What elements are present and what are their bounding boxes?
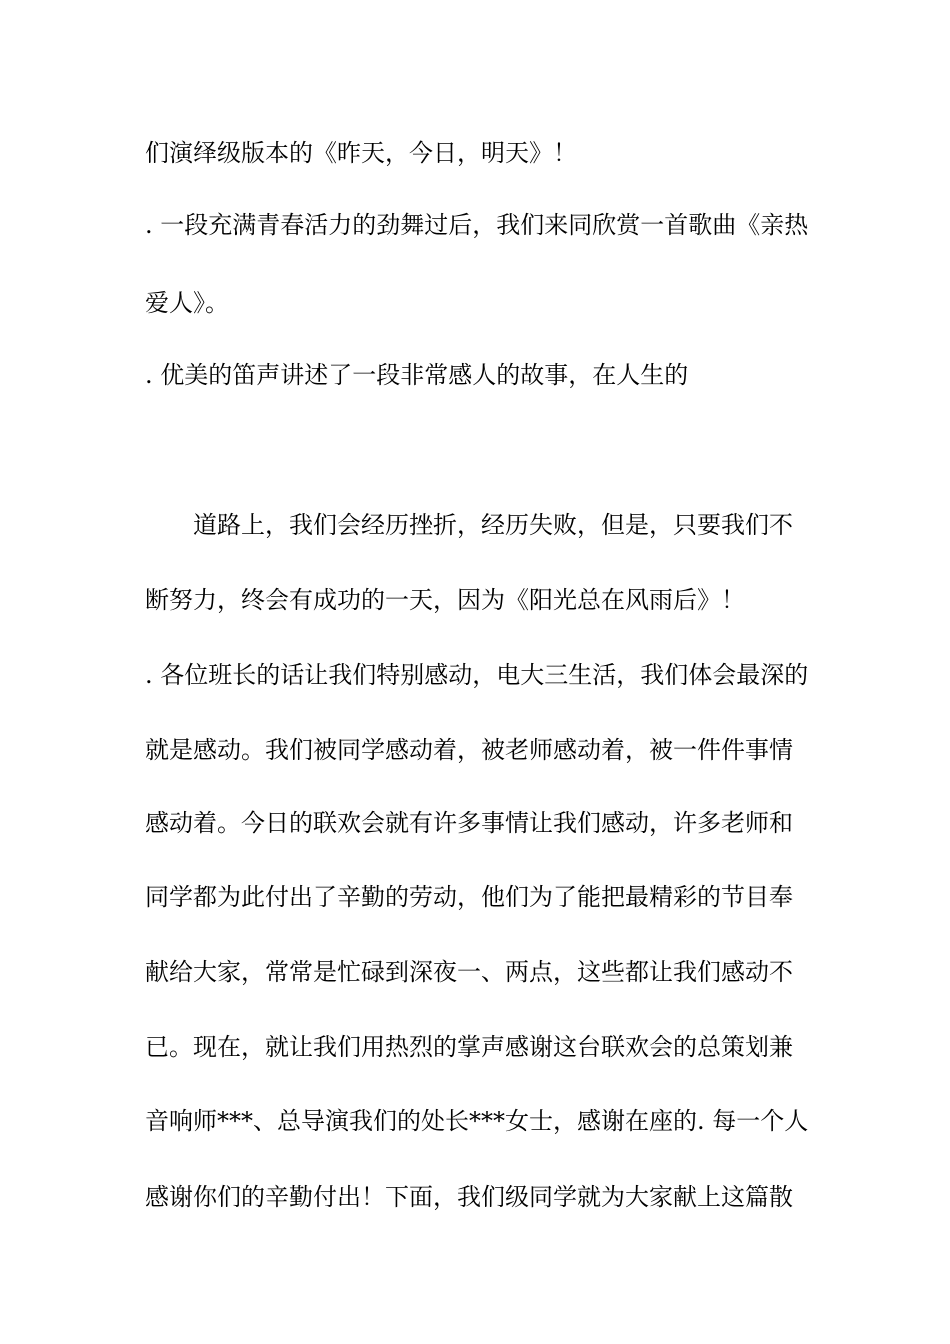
text-line: 同学都为此付出了辛勤的劳动，他们为了能把最精彩的节目奉 — [145, 883, 793, 911]
text-line: 感动着。今日的联欢会就有许多事情让我们感动，许多老师和 — [145, 809, 793, 837]
text-line: 感谢你们的辛勤付出！下面，我们级同学就为大家献上这篇散 — [145, 1183, 793, 1211]
text-line: 献给大家，常常是忙碌到深夜一、两点，这些都让我们感动不 — [145, 958, 793, 986]
text-line: 断努力，终会有成功的一天，因为《阳光总在风雨后》！ — [145, 586, 745, 614]
text-line: 音响师***、总导演我们的处长***女士，感谢在座的. 每一个人 — [145, 1107, 809, 1135]
text-line: 爱人》。 — [145, 289, 229, 317]
text-line: 们演绎级版本的《昨天，今日，明天》！ — [145, 139, 577, 167]
text-line: . 一段充满青春活力的劲舞过后，我们来同欣赏一首歌曲《亲热 — [145, 211, 809, 239]
text-line: 道路上，我们会经历挫折，经历失败，但是，只要我们不 — [193, 511, 793, 539]
text-line: 就是感动。我们被同学感动着，被老师感动着，被一件件事情 — [145, 736, 793, 764]
text-line: . 各位班长的话让我们特别感动，电大三生活，我们体会最深的 — [145, 661, 809, 689]
text-line: 已。现在，就让我们用热烈的掌声感谢这台联欢会的总策划兼 — [145, 1033, 793, 1061]
text-line: . 优美的笛声讲述了一段非常感人的故事，在人生的 — [145, 361, 689, 389]
